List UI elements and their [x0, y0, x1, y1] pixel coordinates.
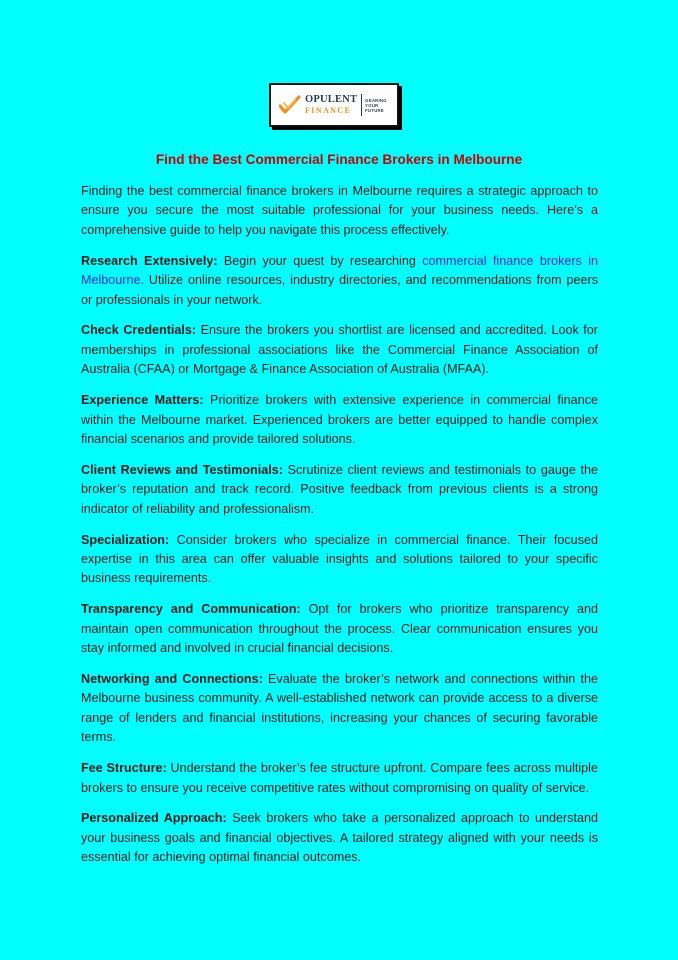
section-experience — [81, 391, 598, 449]
section-personalized — [81, 809, 598, 867]
logo-name-line1: OPULENT — [305, 94, 358, 106]
section-text: Prioritize brokers with extensive experience in commercial finance within the Melbourne market. Experienced brokers are better equipped to handle complex financial scenarios and provide tailored solutions. — [81, 393, 598, 446]
section-heading: Networking and Connections: — [81, 672, 263, 687]
section-text: Ensure the brokers you shortlist are licensed and accredited. Look for memberships in professional associations like the Commercial Finance Association of Australia (CFAA) or Mortgage & Finance Association of Australia (MFAA). — [81, 323, 598, 377]
section-heading: Experience Matters: — [81, 393, 204, 408]
section-research — [81, 252, 598, 310]
logo-tagline — [365, 98, 387, 113]
logo-tagline-line1: GEARING — [365, 97, 387, 103]
section-specialization — [81, 531, 598, 589]
company-logo — [269, 83, 399, 127]
section-text: Opt for brokers who prioritize transparency and maintain open communication throughout the process. Clear communication ensures you stay informed and involved in crucial financial decisions. — [81, 602, 598, 656]
section-text: Scrutinize client reviews and testimonials to gauge the broker’s reputation and track record. Positive feedback from previous clients is a strong indicator of reliability and professionalism. — [81, 462, 598, 516]
section-heading: Research Extensively: — [81, 253, 218, 268]
section-heading: Client Reviews and Testimonials: — [81, 462, 283, 477]
section-text: . Utilize online resources, industry directories, and recommendations from peers or professionals in your network. — [81, 273, 598, 307]
logo-check-mark-icon — [279, 95, 301, 115]
section-text: Understand the broker’s fee structure upfront. Compare fees across multiple brokers to ensure you receive competitive rates without compromising on quality of service. — [81, 761, 598, 795]
logo-name-line2: FINANCE — [305, 105, 352, 115]
article-body — [81, 182, 598, 879]
section-heading: Transparency and Communication: — [81, 602, 301, 617]
intro-paragraph: Finding the best commercial finance brokers in Melbourne requires a strategic approach to ensure you secure the most suitable professional for your business needs. Here’s a comprehensive guide to help you navigate this process effectively. — [81, 184, 598, 237]
section-text: Evaluate the broker’s network and connections within the Melbourne business community. A well-established network can provide access to a diverse range of lenders and financial institutions, increasing your chances of securing favorable terms. — [81, 672, 598, 745]
section-reviews — [81, 461, 598, 519]
section-heading: Fee Structure: — [81, 761, 167, 776]
logo-wordmark — [305, 95, 357, 115]
section-text: Consider brokers who specialize in commercial finance. Their focused expertise in this area can offer valuable insights and solutions tailored to your specific business requirements. — [81, 532, 598, 586]
logo-tagline-line3: FUTURE — [365, 107, 384, 113]
section-heading: Personalized Approach: — [81, 811, 227, 826]
logo-divider — [361, 94, 362, 116]
section-credentials — [81, 321, 598, 379]
section-transparency — [81, 600, 598, 658]
section-text: Begin your quest by researching — [217, 253, 423, 268]
section-heading: Specialization: — [81, 532, 170, 547]
logo-tagline-line2: YOUR — [365, 102, 379, 108]
section-heading: Check Credentials: — [81, 323, 197, 338]
commercial-finance-brokers-link[interactable]: commercial finance brokers in Melbourne — [81, 253, 598, 288]
section-networking — [81, 670, 598, 748]
page-title: Find the Best Commercial Finance Brokers in Melbourne — [155, 152, 523, 167]
section-fees — [81, 759, 598, 798]
section-text: Seek brokers who take a personalized approach to understand your business goals and financial objectives. A tailored strategy aligned with your needs is essential for achieving optimal financial outcomes. — [81, 811, 598, 865]
